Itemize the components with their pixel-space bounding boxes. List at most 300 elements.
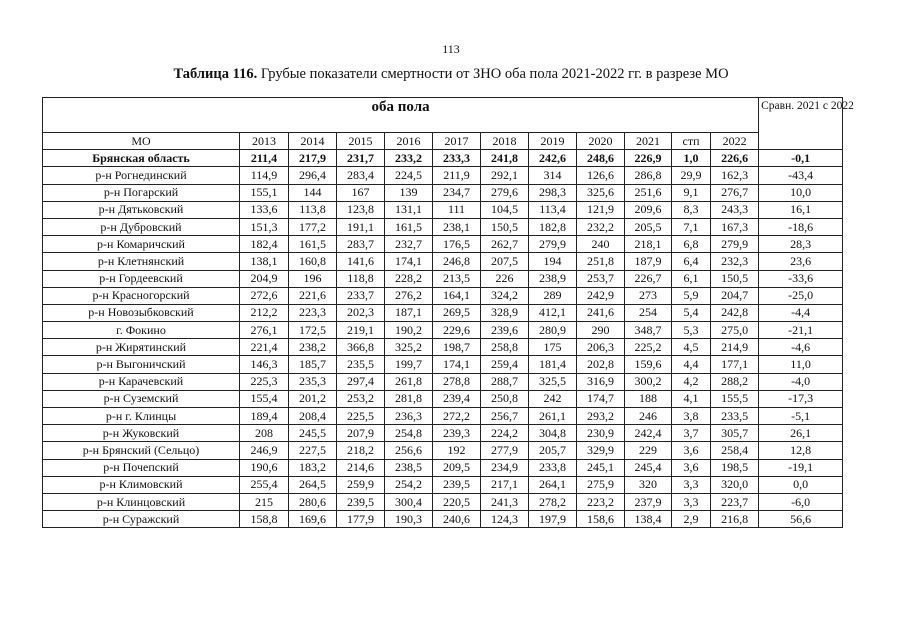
table-cell: 224,2	[481, 425, 529, 442]
table-cell: 29,9	[672, 167, 711, 184]
row-label: р-н Клинцовский	[43, 493, 240, 510]
table-group-header-row	[43, 98, 843, 133]
table-cell: 238,5	[385, 459, 433, 476]
table-cell: 239,3	[433, 425, 481, 442]
table-cell: 144	[289, 184, 337, 201]
table-cell: 176,5	[433, 236, 481, 253]
page-number: 113	[442, 42, 460, 56]
table-caption-number: Таблица 116.	[173, 66, 258, 82]
table-cell: 155,4	[240, 390, 289, 407]
table-cell: 278,2	[529, 493, 577, 510]
table-cell: 243,3	[711, 201, 759, 218]
table-cell: 26,1	[759, 425, 843, 442]
table-cell: 320	[625, 476, 672, 493]
table-row	[43, 356, 843, 373]
table-cell: 138,1	[240, 253, 289, 270]
table-cell: 177,9	[337, 511, 385, 528]
table-cell: 191,1	[337, 218, 385, 235]
table-cell: 238,1	[433, 218, 481, 235]
row-label: р-н Дубровский	[43, 218, 240, 235]
table-cell: 211,9	[433, 167, 481, 184]
table-cell: 187,9	[625, 253, 672, 270]
table-cell: 296,4	[289, 167, 337, 184]
row-label: р-н Суражский	[43, 511, 240, 528]
table-cell: -25,0	[759, 287, 843, 304]
row-label: р-н Красногорский	[43, 287, 240, 304]
compare-header: Сравн. 2021 с 2022	[759, 98, 843, 150]
table-cell: 111	[433, 201, 481, 218]
table-cell: 131,1	[385, 201, 433, 218]
table-cell: 286,8	[625, 167, 672, 184]
table-cell: 276,2	[385, 287, 433, 304]
table-cell: 1,0	[672, 150, 711, 167]
table-cell: 133,6	[240, 201, 289, 218]
table-cell: 233,5	[711, 408, 759, 425]
table-cell: 234,7	[433, 184, 481, 201]
table-cell: 239,5	[337, 493, 385, 510]
table-cell: 174,1	[433, 356, 481, 373]
table-cell: 204,7	[711, 287, 759, 304]
row-label: Брянская область	[43, 150, 240, 167]
table-cell: 348,7	[625, 322, 672, 339]
table-cell: 113,8	[289, 201, 337, 218]
table-cell: -43,4	[759, 167, 843, 184]
table-cell: 9,1	[672, 184, 711, 201]
table-row	[43, 493, 843, 510]
table-cell: 121,9	[577, 201, 625, 218]
table-cell: 6,8	[672, 236, 711, 253]
group-title: оба пола	[43, 98, 759, 133]
row-label: р-н Гордеевский	[43, 270, 240, 287]
table-cell: 253,2	[337, 390, 385, 407]
table-cell: -19,1	[759, 459, 843, 476]
table-cell: 182,4	[240, 236, 289, 253]
table-cell: 146,3	[240, 356, 289, 373]
row-label: р-н Жуковский	[43, 425, 240, 442]
table-row	[43, 339, 843, 356]
table-cell: 56,6	[759, 511, 843, 528]
table-cell: 150,5	[711, 270, 759, 287]
table-cell: 320,0	[711, 476, 759, 493]
table-cell: 289	[529, 287, 577, 304]
table-cell: 177,1	[711, 356, 759, 373]
table-cell: 197,9	[529, 511, 577, 528]
table-cell: 207,9	[337, 425, 385, 442]
table-cell: 278,8	[433, 373, 481, 390]
table-cell: 279,6	[481, 184, 529, 201]
table-cell: 236,3	[385, 408, 433, 425]
table-cell: 304,8	[529, 425, 577, 442]
table-row	[43, 236, 843, 253]
table-cell: 159,6	[625, 356, 672, 373]
table-cell: 28,3	[759, 236, 843, 253]
table-cell: -21,1	[759, 322, 843, 339]
table-cell: 328,9	[481, 304, 529, 321]
table-cell: 255,4	[240, 476, 289, 493]
table-cell: 232,7	[385, 236, 433, 253]
table-cell: 300,4	[385, 493, 433, 510]
column-header: 2021	[625, 133, 672, 150]
table-cell: 118,8	[337, 270, 385, 287]
table-cell: 241,8	[481, 150, 529, 167]
table-cell: 162,3	[711, 167, 759, 184]
table-cell: 190,2	[385, 322, 433, 339]
table-cell: 272,2	[433, 408, 481, 425]
table-cell: 280,9	[529, 322, 577, 339]
table-cell: 245,5	[289, 425, 337, 442]
row-label: р-н Дятьковский	[43, 201, 240, 218]
table-cell: 124,3	[481, 511, 529, 528]
table-cell: 141,6	[337, 253, 385, 270]
table-cell: 233,3	[433, 150, 481, 167]
table-cell: 275,0	[711, 322, 759, 339]
table-cell: -6,0	[759, 493, 843, 510]
table-cell: 233,2	[385, 150, 433, 167]
table-cell: 246,8	[433, 253, 481, 270]
row-label: р-н Климовский	[43, 476, 240, 493]
table-cell: 366,8	[337, 339, 385, 356]
table-cell: 138,4	[625, 511, 672, 528]
table-cell: 223,7	[711, 493, 759, 510]
table-cell: 3,6	[672, 459, 711, 476]
table-cell: 264,1	[529, 476, 577, 493]
table-cell: 209,6	[625, 201, 672, 218]
row-label: р-н Карачевский	[43, 373, 240, 390]
column-header: 2015	[337, 133, 385, 150]
row-label: р-н Клетнянский	[43, 253, 240, 270]
table-cell: 293,2	[577, 408, 625, 425]
column-header: 2020	[577, 133, 625, 150]
table-row	[43, 408, 843, 425]
table-cell: 325,6	[577, 184, 625, 201]
table-row	[43, 459, 843, 476]
table-cell: 201,2	[289, 390, 337, 407]
table-cell: 242,9	[577, 287, 625, 304]
table-cell: 114,9	[240, 167, 289, 184]
table-cell: 288,2	[711, 373, 759, 390]
table-cell: 183,2	[289, 459, 337, 476]
table-cell: 190,3	[385, 511, 433, 528]
row-label: р-н Выгоничский	[43, 356, 240, 373]
table-cell: 11,0	[759, 356, 843, 373]
column-header: 2016	[385, 133, 433, 150]
table-cell: 198,7	[433, 339, 481, 356]
table-cell: 272,6	[240, 287, 289, 304]
table-cell: 245,1	[577, 459, 625, 476]
table-row	[43, 442, 843, 459]
table-cell: 7,1	[672, 218, 711, 235]
table-cell: 276,7	[711, 184, 759, 201]
table-cell: 169,6	[289, 511, 337, 528]
table-cell: 297,4	[337, 373, 385, 390]
table-cell: 196	[289, 270, 337, 287]
table-cell: 232,3	[711, 253, 759, 270]
table-cell: 237,9	[625, 493, 672, 510]
table-cell: 202,8	[577, 356, 625, 373]
table-cell: 5,9	[672, 287, 711, 304]
table-cell: 239,6	[481, 322, 529, 339]
table-cell: 174,7	[577, 390, 625, 407]
table-cell: 259,4	[481, 356, 529, 373]
table-cell: 283,4	[337, 167, 385, 184]
table-cell: 276,1	[240, 322, 289, 339]
table-cell: 2,9	[672, 511, 711, 528]
row-label: р-н Почепский	[43, 459, 240, 476]
table-cell: 167	[337, 184, 385, 201]
table-cell: 123,8	[337, 201, 385, 218]
table-cell: 234,9	[481, 459, 529, 476]
table-cell: 219,1	[337, 322, 385, 339]
table-cell: 182,8	[529, 218, 577, 235]
table-cell: 221,6	[289, 287, 337, 304]
table-cell: -4,6	[759, 339, 843, 356]
table-cell: 227,5	[289, 442, 337, 459]
table-cell: 329,9	[577, 442, 625, 459]
table-row	[43, 167, 843, 184]
table-cell: 241,6	[577, 304, 625, 321]
table-cell: 202,3	[337, 304, 385, 321]
table-cell: 242,8	[711, 304, 759, 321]
table-column-header-row	[43, 133, 843, 150]
table-cell: 275,9	[577, 476, 625, 493]
table-row	[43, 511, 843, 528]
table-row	[43, 253, 843, 270]
table-cell: 225,5	[337, 408, 385, 425]
table-cell: 126,6	[577, 167, 625, 184]
table-cell: 4,1	[672, 390, 711, 407]
table-row	[43, 390, 843, 407]
table-cell: 12,8	[759, 442, 843, 459]
row-label: р-н г. Клинцы	[43, 408, 240, 425]
table-cell: 172,5	[289, 322, 337, 339]
table-row	[43, 270, 843, 287]
table-cell: 228,2	[385, 270, 433, 287]
table-cell: 279,9	[711, 236, 759, 253]
table-cell: 254,2	[385, 476, 433, 493]
table-cell: 242,4	[625, 425, 672, 442]
table-cell: 226,6	[711, 150, 759, 167]
table-cell: 160,8	[289, 253, 337, 270]
table-cell: 3,8	[672, 408, 711, 425]
row-label: г. Фокино	[43, 322, 240, 339]
table-row	[43, 322, 843, 339]
table-cell: 5,4	[672, 304, 711, 321]
table-cell: 231,7	[337, 150, 385, 167]
table-cell: 290	[577, 322, 625, 339]
table-cell: 283,7	[337, 236, 385, 253]
table-cell: 158,6	[577, 511, 625, 528]
table-cell: 158,8	[240, 511, 289, 528]
table-cell: 207,5	[481, 253, 529, 270]
table-cell: 239,4	[433, 390, 481, 407]
table-cell: 174,1	[385, 253, 433, 270]
table-cell: 242,6	[529, 150, 577, 167]
table-cell: 198,5	[711, 459, 759, 476]
table-cell: 253,7	[577, 270, 625, 287]
table-row	[43, 373, 843, 390]
table-cell: 277,9	[481, 442, 529, 459]
table-cell: 4,5	[672, 339, 711, 356]
table-cell: 242	[529, 390, 577, 407]
table-cell: 221,4	[240, 339, 289, 356]
table-cell: 273	[625, 287, 672, 304]
table-cell: 264,5	[289, 476, 337, 493]
table-cell: 269,5	[433, 304, 481, 321]
table-cell: 226,7	[625, 270, 672, 287]
row-label: р-н Жирятинский	[43, 339, 240, 356]
table-cell: 223,3	[289, 304, 337, 321]
column-header: 2013	[240, 133, 289, 150]
table-cell: 240,6	[433, 511, 481, 528]
table-cell: 254	[625, 304, 672, 321]
column-header-mo: МО	[43, 133, 240, 150]
table-row	[43, 184, 843, 201]
table-cell: 206,3	[577, 339, 625, 356]
table-cell: 241,3	[481, 493, 529, 510]
table-cell: 6,4	[672, 253, 711, 270]
table-cell: 324,2	[481, 287, 529, 304]
table-cell: 224,5	[385, 167, 433, 184]
table-cell: 251,8	[577, 253, 625, 270]
table-cell: 262,7	[481, 236, 529, 253]
table-cell: 185,7	[289, 356, 337, 373]
table-cell: 258,8	[481, 339, 529, 356]
table-cell: 3,3	[672, 493, 711, 510]
table-cell: 213,5	[433, 270, 481, 287]
row-label: р-н Погарский	[43, 184, 240, 201]
table-cell: 256,7	[481, 408, 529, 425]
table-cell: 205,7	[529, 442, 577, 459]
table-cell: -4,4	[759, 304, 843, 321]
table-cell: 233,8	[529, 459, 577, 476]
table-cell: 250,8	[481, 390, 529, 407]
table-cell: 8,3	[672, 201, 711, 218]
table-cell: 104,5	[481, 201, 529, 218]
row-label: р-н Комаричский	[43, 236, 240, 253]
table-cell: 220,5	[433, 493, 481, 510]
table-cell: 16,1	[759, 201, 843, 218]
table-cell: 292,1	[481, 167, 529, 184]
table-cell: 218,1	[625, 236, 672, 253]
table-cell: 216,8	[711, 511, 759, 528]
table-cell: 232,2	[577, 218, 625, 235]
table-cell: 155,5	[711, 390, 759, 407]
table-cell: 205,5	[625, 218, 672, 235]
table-caption-text: Грубые показатели смертности от ЗНО оба пола 2021-2022 гг. в разрезе МО	[257, 66, 729, 82]
table-cell: 233,7	[337, 287, 385, 304]
table-row	[43, 201, 843, 218]
table-cell: 235,5	[337, 356, 385, 373]
table-cell: -5,1	[759, 408, 843, 425]
column-header: 2022	[711, 133, 759, 150]
table-cell: 229,6	[433, 322, 481, 339]
table-body	[43, 150, 843, 528]
table-cell: 23,6	[759, 253, 843, 270]
table-cell: 305,7	[711, 425, 759, 442]
table-cell: -33,6	[759, 270, 843, 287]
table-cell: 261,8	[385, 373, 433, 390]
table-cell: 10,0	[759, 184, 843, 201]
table-row	[43, 476, 843, 493]
table-cell: 259,9	[337, 476, 385, 493]
table-cell: 298,3	[529, 184, 577, 201]
table-cell: 280,6	[289, 493, 337, 510]
table-cell: 223,2	[577, 493, 625, 510]
table-cell: 245,4	[625, 459, 672, 476]
table-cell: 209,5	[433, 459, 481, 476]
table-cell: 5,3	[672, 322, 711, 339]
table-cell: 4,2	[672, 373, 711, 390]
row-label: р-н Новозыбковский	[43, 304, 240, 321]
table-cell: 164,1	[433, 287, 481, 304]
table-cell: 281,8	[385, 390, 433, 407]
table-cell: 316,9	[577, 373, 625, 390]
table-cell: 212,2	[240, 304, 289, 321]
table-cell: 229	[625, 442, 672, 459]
table-cell: 246,9	[240, 442, 289, 459]
table-cell: 218,2	[337, 442, 385, 459]
table-cell: 412,1	[529, 304, 577, 321]
table-cell: 246	[625, 408, 672, 425]
row-label: р-н Брянский (Сельцо)	[43, 442, 240, 459]
column-header: стп	[672, 133, 711, 150]
table-cell: 3,3	[672, 476, 711, 493]
table-cell: 325,2	[385, 339, 433, 356]
table-cell: 181,4	[529, 356, 577, 373]
table-cell: 254,8	[385, 425, 433, 442]
table-cell: 226	[481, 270, 529, 287]
table-cell: 251,6	[625, 184, 672, 201]
table-cell: 325,5	[529, 373, 577, 390]
table-caption	[0, 66, 902, 83]
row-label: р-н Рогнединский	[43, 167, 240, 184]
table-cell: 261,1	[529, 408, 577, 425]
mortality-table	[42, 97, 854, 528]
table-row	[43, 150, 843, 167]
table-cell: 238,9	[529, 270, 577, 287]
table-cell: 4,4	[672, 356, 711, 373]
table-cell: 288,7	[481, 373, 529, 390]
table-cell: 214,6	[337, 459, 385, 476]
table-row	[43, 287, 843, 304]
table-cell: 0,0	[759, 476, 843, 493]
table-cell: 150,5	[481, 218, 529, 235]
table-cell: 300,2	[625, 373, 672, 390]
table-cell: 215	[240, 493, 289, 510]
column-header: 2014	[289, 133, 337, 150]
table-cell: 155,1	[240, 184, 289, 201]
table-cell: 225,2	[625, 339, 672, 356]
table-cell: 3,6	[672, 442, 711, 459]
column-header: 2019	[529, 133, 577, 150]
table-cell: 187,1	[385, 304, 433, 321]
table-cell: 151,3	[240, 218, 289, 235]
table-cell: 314	[529, 167, 577, 184]
table-cell: 239,5	[433, 476, 481, 493]
table-cell: 167,3	[711, 218, 759, 235]
table-cell: 217,9	[289, 150, 337, 167]
table-cell: 217,1	[481, 476, 529, 493]
table-cell: 190,6	[240, 459, 289, 476]
row-label: р-н Суземский	[43, 390, 240, 407]
table-cell: 279,9	[529, 236, 577, 253]
table-cell: 204,9	[240, 270, 289, 287]
table-row	[43, 304, 843, 321]
table-cell: 161,5	[289, 236, 337, 253]
table-cell: 230,9	[577, 425, 625, 442]
table-cell: 248,6	[577, 150, 625, 167]
column-header: 2017	[433, 133, 481, 150]
